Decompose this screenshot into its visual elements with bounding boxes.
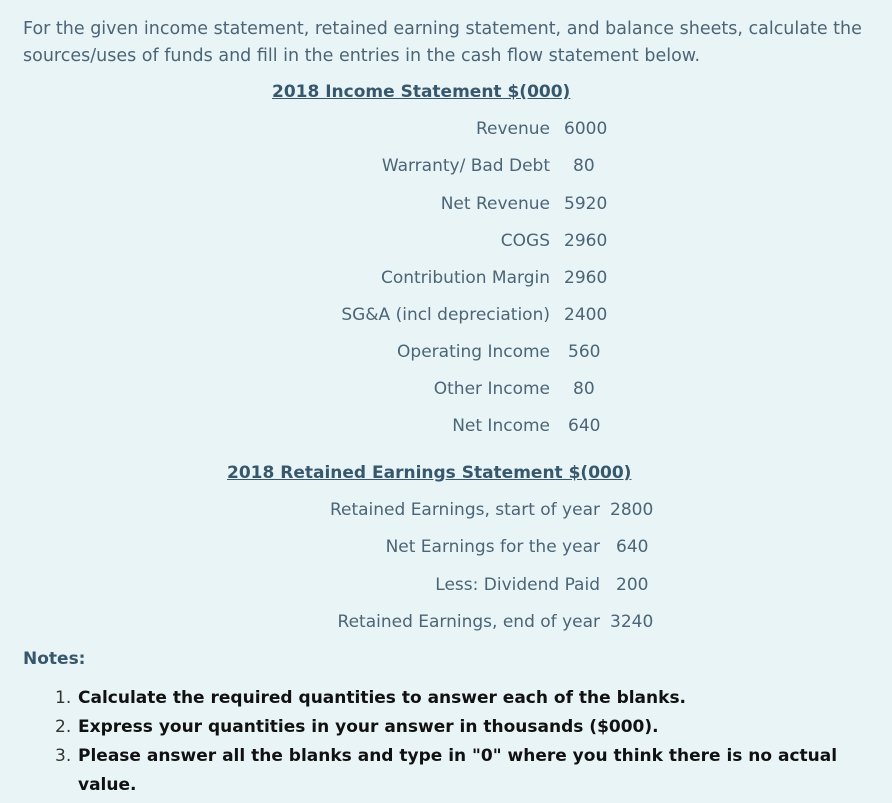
income-row [0,156,550,180]
income-statement-title: 2018 Income Statement $(000) [272,82,571,102]
income-row [0,231,550,255]
row-value: 6000 [564,119,608,139]
row-label: Retained Earnings, start of year [329,500,600,520]
re-row [0,537,600,561]
row-label: SG&A (incl depreciation) [341,305,550,325]
row-value: 2800 [610,500,654,520]
row-value: 3240 [610,612,654,632]
row-label: Retained Earnings, end of year [337,612,600,632]
row-label: Net Revenue [440,194,550,214]
intro-text: For the given income statement, retained earning statement, and balance sheets, calculate the sources/uses of funds and fill in the entries in the cash flow statement below. [23,19,862,66]
note-item [55,742,848,800]
row-value: 2400 [564,305,608,325]
row-label: Net Income [452,416,550,436]
row-value: 80 [573,156,595,176]
row-value: 5920 [564,194,608,214]
row-label: Contribution Margin [380,268,550,288]
row-value: 2960 [564,231,608,251]
re-row [0,612,600,636]
row-value: 2960 [564,268,608,288]
row-value: 80 [573,379,595,399]
row-label: Other Income [433,379,550,399]
re-row [0,575,600,599]
re-row [0,500,600,524]
row-value: 640 [616,537,649,557]
income-row [0,268,550,292]
row-value: 560 [568,342,601,362]
income-row [0,194,550,218]
note-text: Express your quantities in your answer in thousands ($000). [78,717,659,737]
row-value: 200 [616,575,649,595]
row-label: Less: Dividend Paid [435,575,600,595]
row-label: Net Earnings for the year [385,537,600,557]
row-label: Revenue [475,119,550,139]
row-label: Operating Income [397,342,550,362]
income-row [0,119,550,143]
retained-earnings-title: 2018 Retained Earnings Statement $(000) [227,463,632,483]
income-row [0,416,550,440]
note-item [55,713,848,742]
income-row [0,342,550,366]
income-row [0,379,550,403]
note-item [55,684,848,713]
income-row [0,305,550,329]
notes-title: Notes: [23,649,86,669]
row-label: COGS [500,231,550,251]
note-number: 3. [55,746,72,766]
row-value: 640 [568,416,601,436]
row-label: Warranty/ Bad Debt [381,156,550,176]
note-number: 1. [55,688,72,708]
note-number: 2. [55,717,72,737]
notes-list [55,684,848,800]
note-text: Please answer all the blanks and type in "0" where you think there is no actual value. [78,746,838,795]
note-text: Calculate the required quantities to answer each of the blanks. [78,688,687,708]
